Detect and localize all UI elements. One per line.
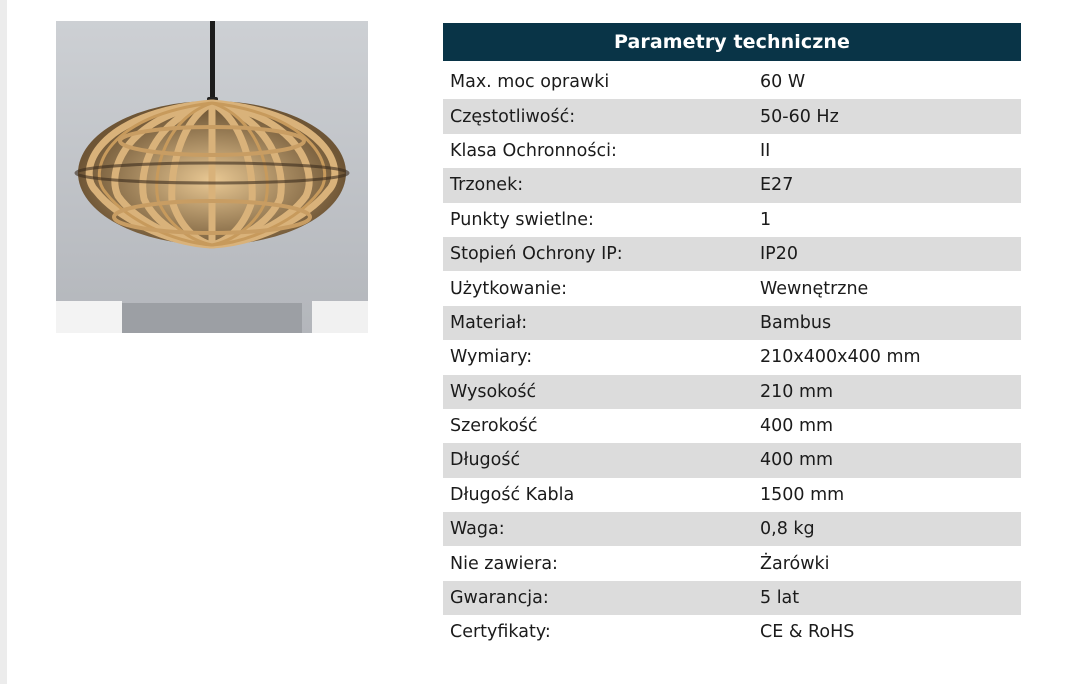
spec-label: Długość Kabla (450, 484, 575, 505)
table-row (443, 168, 1021, 202)
table-row (443, 99, 1021, 133)
spec-value: E27 (760, 175, 794, 196)
spec-value: Żarówki (760, 553, 830, 574)
spec-label: Gwarancja: (450, 588, 549, 609)
table-row (443, 306, 1021, 340)
spec-label: Materiał: (450, 312, 528, 333)
table-row (443, 340, 1021, 374)
spec-label: Stopień Ochrony IP: (450, 244, 623, 265)
table-row (443, 409, 1021, 443)
table-row (443, 134, 1021, 168)
spec-value: 60 W (760, 72, 806, 93)
spec-label: Punkty swietlne: (450, 209, 594, 230)
spec-label: Nie zawiera: (450, 553, 558, 574)
spec-label: Wymiary: (450, 347, 533, 368)
table-row (443, 478, 1021, 512)
spec-value: 210x400x400 mm (760, 347, 921, 368)
spec-value: IP20 (760, 244, 798, 265)
spec-label: Szerokość (450, 416, 538, 437)
spec-label: Użytkowanie: (450, 278, 568, 299)
spec-value: 1500 mm (760, 484, 845, 505)
table-row (443, 65, 1021, 99)
spec-label: Waga: (450, 519, 505, 540)
spec-value: 400 mm (760, 450, 834, 471)
spec-value: II (760, 140, 771, 161)
table-row (443, 443, 1021, 477)
spec-label: Max. moc oprawki (450, 72, 610, 93)
spec-value: CE & RoHS (760, 622, 855, 643)
spec-value: 400 mm (760, 416, 834, 437)
spec-value: Wewnętrzne (760, 278, 869, 299)
spec-label: Trzonek: (450, 175, 524, 196)
table-row (443, 237, 1021, 271)
spec-value: 50-60 Hz (760, 106, 839, 127)
table-row (443, 375, 1021, 409)
table-row (443, 512, 1021, 546)
table-row (443, 581, 1021, 615)
spec-value: 5 lat (760, 588, 800, 609)
bamboo-pendant-lamp-icon (56, 21, 368, 333)
spec-table (443, 23, 1021, 650)
spec-table-title: Parametry techniczne (443, 23, 1021, 61)
spec-label: Certyfikaty: (450, 622, 551, 643)
scroll-edge (0, 0, 7, 684)
spec-label: Klasa Ochronności: (450, 140, 617, 161)
spec-table-body (443, 65, 1021, 650)
spec-value: 0,8 kg (760, 519, 815, 540)
spec-value: Bambus (760, 312, 832, 333)
spec-value: 1 (760, 209, 772, 230)
spec-label: Wysokość (450, 381, 537, 402)
table-row (443, 546, 1021, 580)
spec-label: Długość (450, 450, 521, 471)
spec-value: 210 mm (760, 381, 834, 402)
table-row (443, 203, 1021, 237)
product-image (56, 21, 368, 333)
table-row (443, 271, 1021, 305)
table-row (443, 615, 1021, 649)
spec-label: Częstotliwość: (450, 106, 576, 127)
